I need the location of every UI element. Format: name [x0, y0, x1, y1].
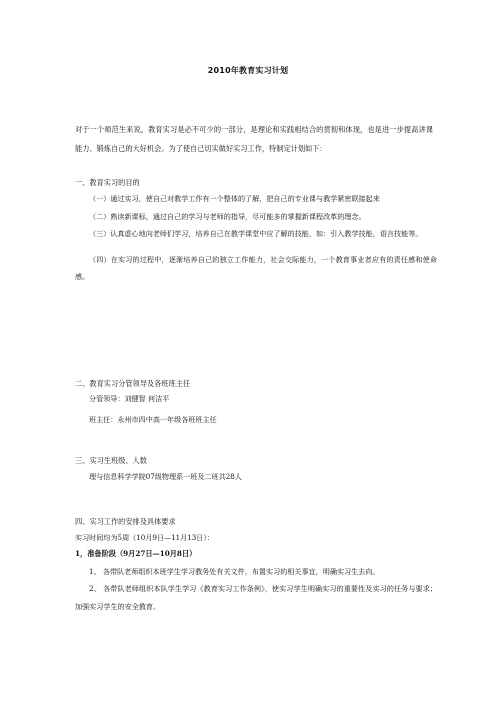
paragraph: （二）熟读新课标，通过自己的学习与老师的指导，尽可能多的掌握新课程改革的理念。: [89, 211, 366, 221]
paragraph: （四）在实习的过程中，逐渐培养自己的独立工作能力，社会交际能力，一个教育事业者应有的责任感和使命感。: [75, 254, 437, 282]
section-heading: 一、教育实习的目的: [75, 178, 140, 187]
paragraph: 实习时间均为5周（10月9日—11月13日）：: [75, 533, 214, 542]
list-item: 1、 各带队老师组织本班学生学习教务处有关文件，布置实习的相关事宜，明确实习生去向。: [89, 566, 380, 576]
section-purpose-body: [75, 190, 437, 286]
section-schedule: [75, 516, 437, 528]
section-heading: 三、实习生班级、人数: [75, 456, 147, 465]
stage-heading: 1，准备阶段（9月27日—10月8日）: [75, 548, 197, 558]
section-students: [75, 455, 437, 467]
paragraph: 班主任：永州市四中高一年级各班班主任: [89, 414, 217, 424]
paragraph: （三）认真虚心地向老师们学习，培养自己在教学课堂中应了解的技能，如：引入教学技能，语言技能等。: [89, 229, 423, 239]
intro-paragraph: 对于一个师范生来说，教育实习是必不可少的一部分，是理论和实践相结合的贯彻和体现，也是进一步提高讲课能力、锻炼自己的大好机会。为了使自己切实做好实习工作，特制定计划如下：: [75, 125, 433, 153]
paragraph: 理与信息科学学院07级物理系一班及二班共28人: [89, 472, 242, 481]
section-leaders: [75, 378, 437, 390]
paragraph: （一）通过实习，使自己对教学工作有一个整体的了解，把自己的专业课与教学紧密联接起来: [89, 194, 380, 203]
section-schedule-body: [75, 529, 437, 615]
list-item: 2、 各带队老师组织本队学生学习《教育实习工作条例》，使实习学生明确实习的重要性及实习的任务与要求；加强实习学生的安全教育。: [75, 584, 437, 611]
document-title: 2010年教育实习计划: [207, 66, 289, 75]
paragraph: 分管领导：刘健智 何洁平: [89, 394, 170, 403]
section-students-body: [75, 468, 437, 486]
section-leaders-body: [75, 390, 437, 428]
section-heading: 二、教育实习分管领导及各班班主任: [75, 379, 191, 388]
section-heading: 四、实习工作的安排及具体要求: [75, 517, 176, 526]
section-purpose: [75, 177, 437, 189]
